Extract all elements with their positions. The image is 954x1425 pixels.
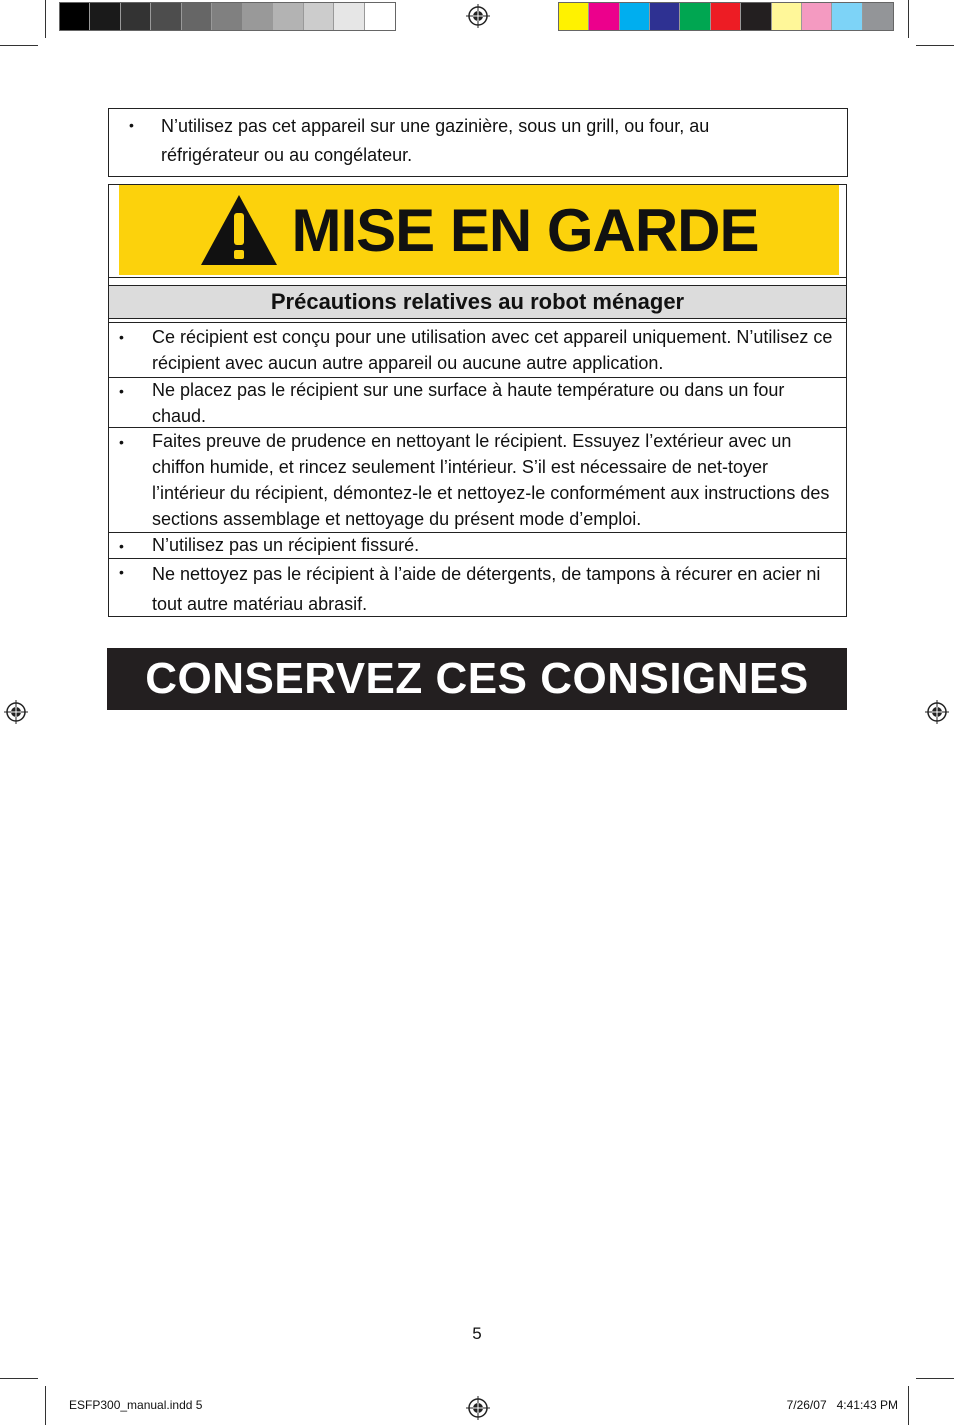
list-item-text: N’utilisez pas un récipient fissuré. bbox=[152, 535, 420, 555]
color-swatch bbox=[772, 3, 802, 30]
save-instructions-banner: CONSERVEZ CES CONSIGNES bbox=[107, 648, 847, 710]
bullet: • bbox=[119, 383, 124, 399]
color-swatch bbox=[711, 3, 741, 30]
crop-mark bbox=[0, 1378, 38, 1379]
color-swatch bbox=[243, 3, 273, 30]
color-swatch bbox=[90, 3, 120, 30]
registration-mark-icon bbox=[925, 700, 949, 724]
color-swatch bbox=[680, 3, 710, 30]
color-swatch bbox=[304, 3, 334, 30]
warning-title: MISE EN GARDE bbox=[291, 196, 759, 264]
color-swatch bbox=[589, 3, 619, 30]
grayscale-color-bar bbox=[59, 2, 396, 31]
list-item-text: Ne nettoyez pas le récipient à l’aide de détergents, de tampons à récurer en acier ni tout autre matériau abrasif. bbox=[152, 564, 821, 614]
color-swatch bbox=[182, 3, 212, 30]
warning-banner bbox=[119, 185, 839, 275]
divider bbox=[109, 277, 846, 278]
crop-mark bbox=[0, 45, 38, 46]
color-swatch bbox=[559, 3, 589, 30]
color-swatch bbox=[365, 3, 395, 30]
color-swatch bbox=[212, 3, 242, 30]
list-item bbox=[109, 377, 846, 428]
crop-mark bbox=[916, 1378, 954, 1379]
footer-timestamp: 7/26/07 4:41:43 PM bbox=[786, 1398, 898, 1412]
crop-mark bbox=[908, 0, 909, 38]
footer-filename: ESFP300_manual.indd 5 bbox=[69, 1398, 203, 1412]
list-item bbox=[109, 322, 846, 378]
color-swatch bbox=[620, 3, 650, 30]
crop-mark bbox=[45, 1386, 46, 1425]
crop-mark bbox=[916, 45, 954, 46]
bullet: • bbox=[129, 117, 134, 133]
instruction-text: N’utilisez pas cet appareil sur une gazinière, sous un grill, ou four, au réfrigérateur ou au congélateur. bbox=[161, 116, 710, 165]
list-item bbox=[109, 558, 846, 617]
registration-mark-icon bbox=[466, 1396, 490, 1420]
process-color-bar bbox=[558, 2, 894, 31]
crop-mark bbox=[908, 1386, 909, 1425]
color-swatch bbox=[151, 3, 181, 30]
bullet: • bbox=[119, 329, 124, 345]
page-number: 5 bbox=[472, 1324, 482, 1343]
color-swatch bbox=[741, 3, 771, 30]
list-item bbox=[109, 427, 846, 533]
list-item-text: Ce récipient est conçu pour une utilisation avec cet appareil uniquement. N’utilisez ce récipient avec aucun autre appareil ou aucune autre application. bbox=[152, 327, 833, 373]
registration-mark-icon bbox=[4, 700, 28, 724]
bullet: • bbox=[119, 564, 124, 580]
color-swatch bbox=[334, 3, 364, 30]
crop-mark bbox=[45, 0, 46, 38]
warning-triangle-icon bbox=[199, 193, 279, 267]
warning-box bbox=[108, 184, 847, 617]
list-item-text: Faites preuve de prudence en nettoyant le récipient. Essuyez l’extérieur avec un chiffon humide, et rincez seulement l’intérieur. S’il est nécessaire de net-toyer l’intérieur du récipient, démontez-le et nettoyez-le conformément aux instructions des sections assemblage et nettoyage du présent mode d’emploi. bbox=[152, 431, 830, 529]
bullet: • bbox=[119, 434, 124, 450]
color-swatch bbox=[832, 3, 862, 30]
bullet: • bbox=[119, 538, 124, 554]
top-instruction-box bbox=[108, 108, 848, 177]
color-swatch bbox=[802, 3, 832, 30]
list-item bbox=[109, 532, 846, 559]
registration-mark-icon bbox=[466, 4, 490, 28]
list-item-text: Ne placez pas le récipient sur une surface à haute température ou dans un four chaud. bbox=[152, 380, 785, 426]
color-swatch bbox=[863, 3, 893, 30]
color-swatch bbox=[60, 3, 90, 30]
color-swatch bbox=[121, 3, 151, 30]
section-subtitle: Précautions relatives au robot ménager bbox=[109, 285, 846, 319]
color-swatch bbox=[650, 3, 680, 30]
color-swatch bbox=[273, 3, 303, 30]
